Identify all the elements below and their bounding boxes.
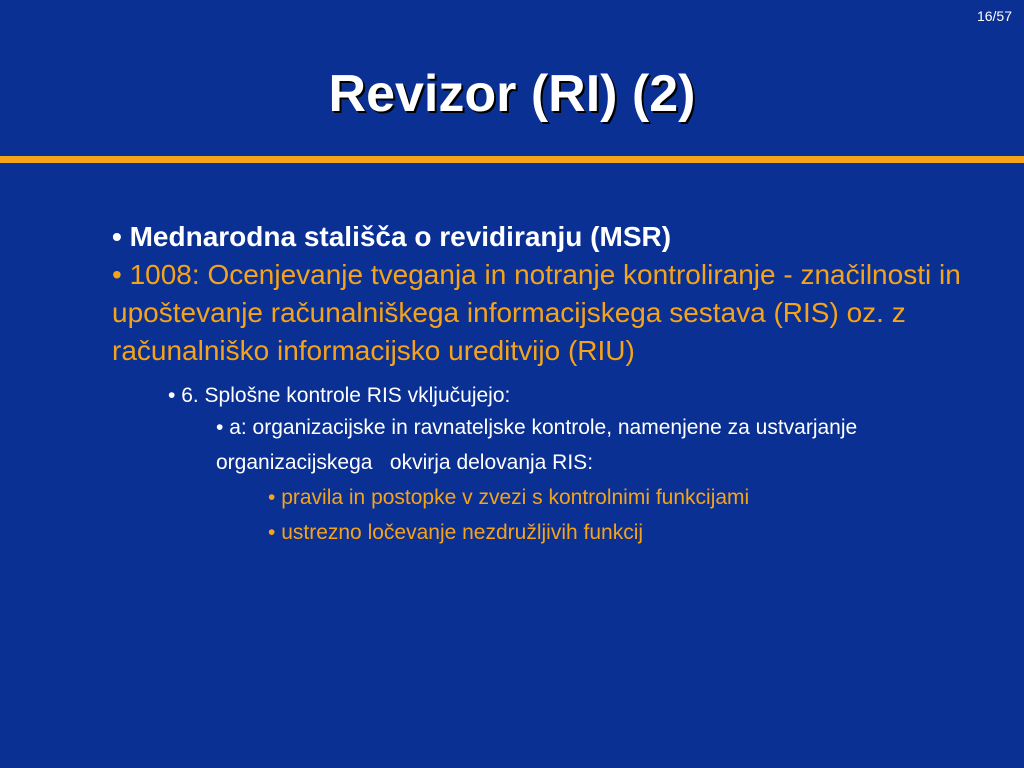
slide-title: Revizor (RI) (2) — [328, 65, 696, 123]
bullet-dot-icon: • — [112, 259, 130, 290]
bullet-dot-icon: • — [216, 416, 230, 439]
bullet-organizational-controls-text: a: organizacijske in ravnateljske kontrole, namenjene za ustvarjanje organizacijskega okvirja delovanja RIS: — [216, 416, 864, 474]
bullet-1008-text: 1008: Ocenjevanje tveganja in notranje kontroliranje - značilnosti in upoštevanje računalniškega informacijskega sestava (RIS) oz. z računalniško informacijsko ureditvijo (RIU) — [112, 259, 961, 366]
bullet-1008 — [112, 256, 962, 370]
bullet-dot-icon: • — [268, 521, 282, 544]
bullet-dot-icon: • — [268, 486, 282, 509]
bullet-general-controls — [168, 382, 972, 410]
title-divider — [0, 156, 1024, 163]
bullet-dot-icon: • — [112, 221, 130, 252]
bullet-rules-procedures — [268, 480, 972, 515]
bullet-msr-text: Mednarodna stališča o revidiranju (MSR) — [129, 221, 672, 252]
bullet-segregation-text: ustrezno ločevanje nezdružljivih funkcij — [281, 521, 644, 544]
bullet-dot-icon: • — [168, 384, 182, 407]
page-number: 16/57 — [976, 8, 1012, 24]
bullet-rules-procedures-text: pravila in postopke v zvezi s kontrolnimi funkcijami — [281, 486, 750, 509]
bullet-msr — [112, 218, 972, 256]
bullet-general-controls-text: 6. Splošne kontrole RIS vključujejo: — [181, 384, 511, 407]
bullet-segregation — [268, 515, 972, 550]
slide-content — [112, 218, 972, 550]
bullet-organizational-controls — [216, 410, 956, 480]
